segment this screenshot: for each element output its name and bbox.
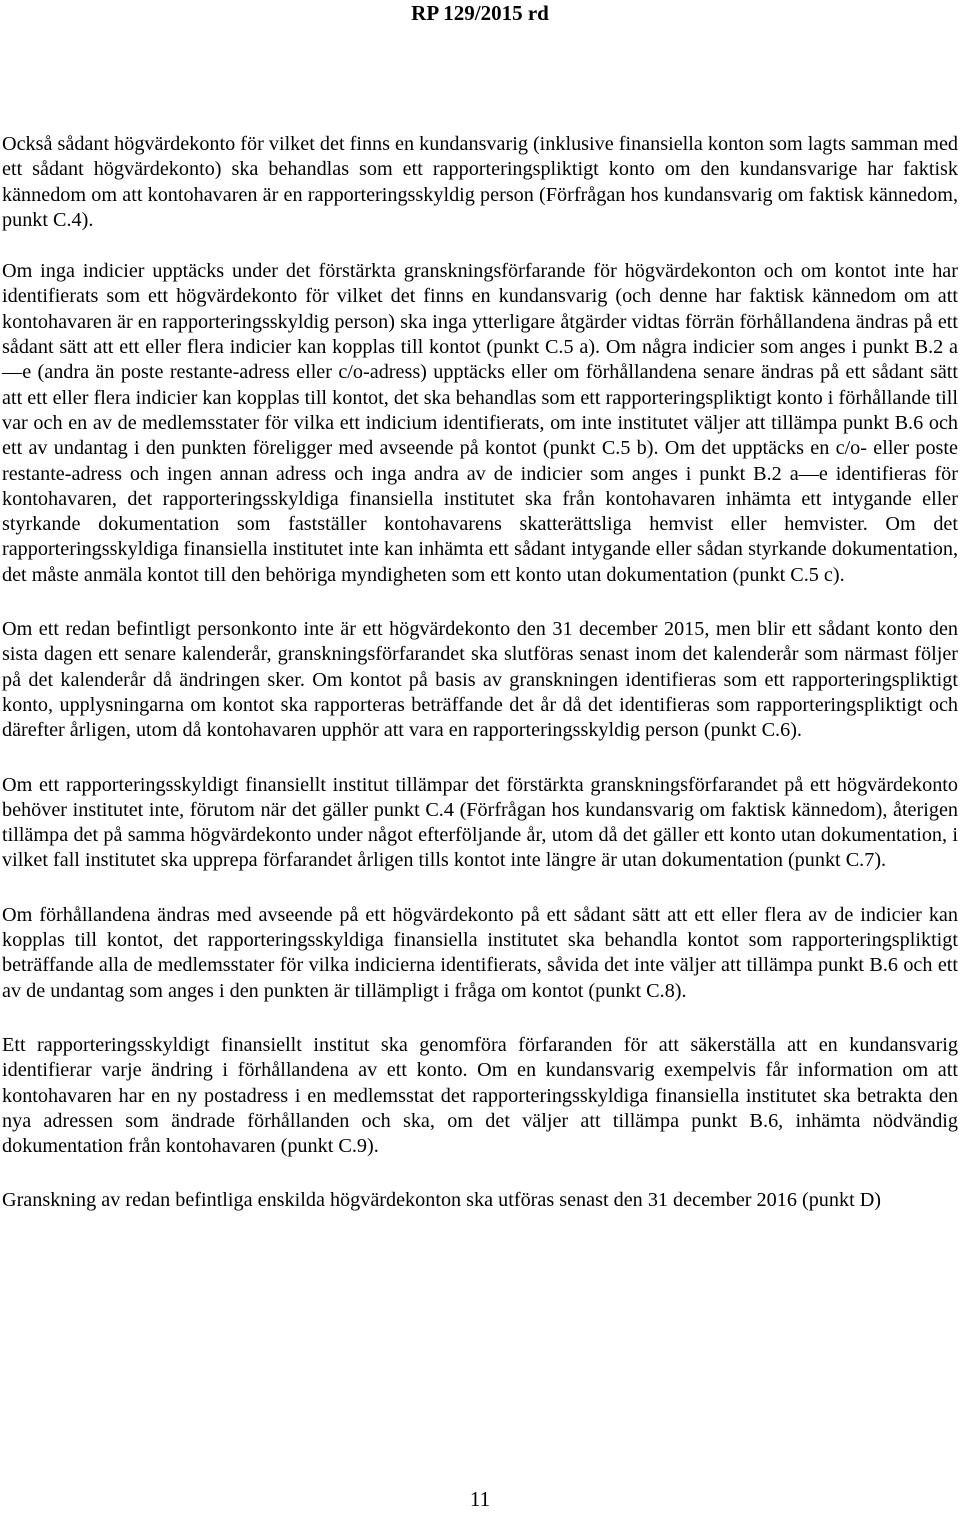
page-number: 11 xyxy=(469,1487,491,1511)
document-body xyxy=(2,132,958,1214)
paragraph-5: Om förhållandena ändras med avseende på ett högvärdekonto på ett sådant sätt att ett eller flera av de indicier kan kopplas till kontot, det rapporteringsskyldiga finansiella institutet ska behandla kontot som rapporteringspliktigt beträffande alla de medlemsstater för vilka indicierna identifierats, såvida det inte väljer att tillämpa punkt B.6 och ett av de undantag som anges i den punkten är tillämpligt i fråga om kontot (punkt C.8). xyxy=(2,903,958,1002)
paragraph-3: Om ett redan befintligt personkonto inte är ett högvärdekonto den 31 december 2015, men blir ett sådant konto den sista dagen ett senare kalenderår, granskningsförfarandet ska slutföras senast inom det kalenderår som närmast följer på det kalenderår då ändringen sker. Om kontot på basis av granskningen identifieras som ett rapporteringspliktigt konto, upplysningarna om kontot ska rapporteras beträffande det år då det identifieras som rapporteringspliktigt och därefter årligen, utom då kontohavaren upphör att vara en rapporteringsskyldig person (punkt C.6). xyxy=(2,618,958,742)
paragraph-4: Om ett rapporteringsskyldigt finansiellt institut tillämpar det förstärkta granskningsförfarandet på ett högvärdekonto behöver institutet inte, förutom när det gäller punkt C.4 (Förfrågan hos kundansvarig om faktisk kännedom), återigen tillämpa det på samma högvärdekonto under något efterföljande år, utom då det gäller ett konto utan dokumentation, i vilket fall institutet ska upprepa förfarandet årligen tills kontot inte längre är utan dokumentation (punkt C.7). xyxy=(2,773,958,872)
paragraph-7: Granskning av redan befintliga enskilda högvärdekonton ska utföras senast den 31 december 2016 (punkt D) xyxy=(2,1189,882,1212)
paragraph-6: Ett rapporteringsskyldigt finansiellt institut ska genomföra förfaranden för att säkerställa att en kundansvarig identifierar varje ändring i förhållandena av ett konto. Om en kundansvarig exempelvis får information om att kontohavaren har en ny postadress i en medlemsstat det rapporteringsskyldiga finansiella institutet ska betrakta den nya adressen som ändrade förhållanden och ska, om det väljer att tillämpa punkt B.6, inhämta nödvändig dokumentation från kontohavaren (punkt C.9). xyxy=(2,1033,958,1158)
paragraph-2: Om inga indicier upptäcks under det förstärkta granskningsförfarande för högvärdekonton och om kontot inte har identifierats som ett högvärdekonto för vilket det finns en kundansvarig (och denne har faktisk kännedom om att kontohavaren är en rapporteringsskyldig person) ska inga ytterligare åtgärder vidtas förrän förhållandena ändras på ett sådant sätt att ett eller flera indicier kan kopplas till kontot (punkt C.5 a). Om några indicier som anges i punkt B.2 a—e (andra än poste restante-adress eller c/o-adress) upptäcks eller om förhållandena senare ändras på ett sådant sätt att ett eller flera indicier kan kopplas till kontot, det ska behandlas som ett rapporteringspliktigt konto i förhållande till var och en av de medlemsstater för vilka ett indicium identifierats, om inte institutet väljer att tillämpa punkt B.6 och ett av undantag i den punkten föreligger med avseende på kontot (punkt C.5 b). Om det upptäcks en c/o- eller poste restante-adress och ingen annan adress och inga andra av de indicier som anges i punkt B.2 a—e identifieras för kontohavaren, det rapporteringsskyldiga finansiella institutet ska från kontohavaren inhämta ett intygande eller styrkande dokumentation som fastställer kontohavarens skatterättsliga hemvist eller hemvister. Om det rapporteringsskyldiga finansiella institutet inte kan inhämta ett sådant intygande eller sådan styrkande dokumentation, det måste anmäla kontot till den behöriga myndigheten som ett konto utan dokumentation (punkt C.5 c). xyxy=(2,260,958,586)
page-header: RP 129/2015 rd xyxy=(411,1,549,25)
paragraph-1: Också sådant högvärdekonto för vilket det finns en kundansvarig (inklusive finansiella konton som lagts samman med ett sådant högvärdekonto) ska behandlas som ett rapporteringspliktigt konto om den kundansvarige har faktisk kännedom om att kontohavaren är en rapporteringsskyldig person (Förfrågan hos kundansvarig om faktisk kännedom, punkt C.4). xyxy=(2,133,958,231)
